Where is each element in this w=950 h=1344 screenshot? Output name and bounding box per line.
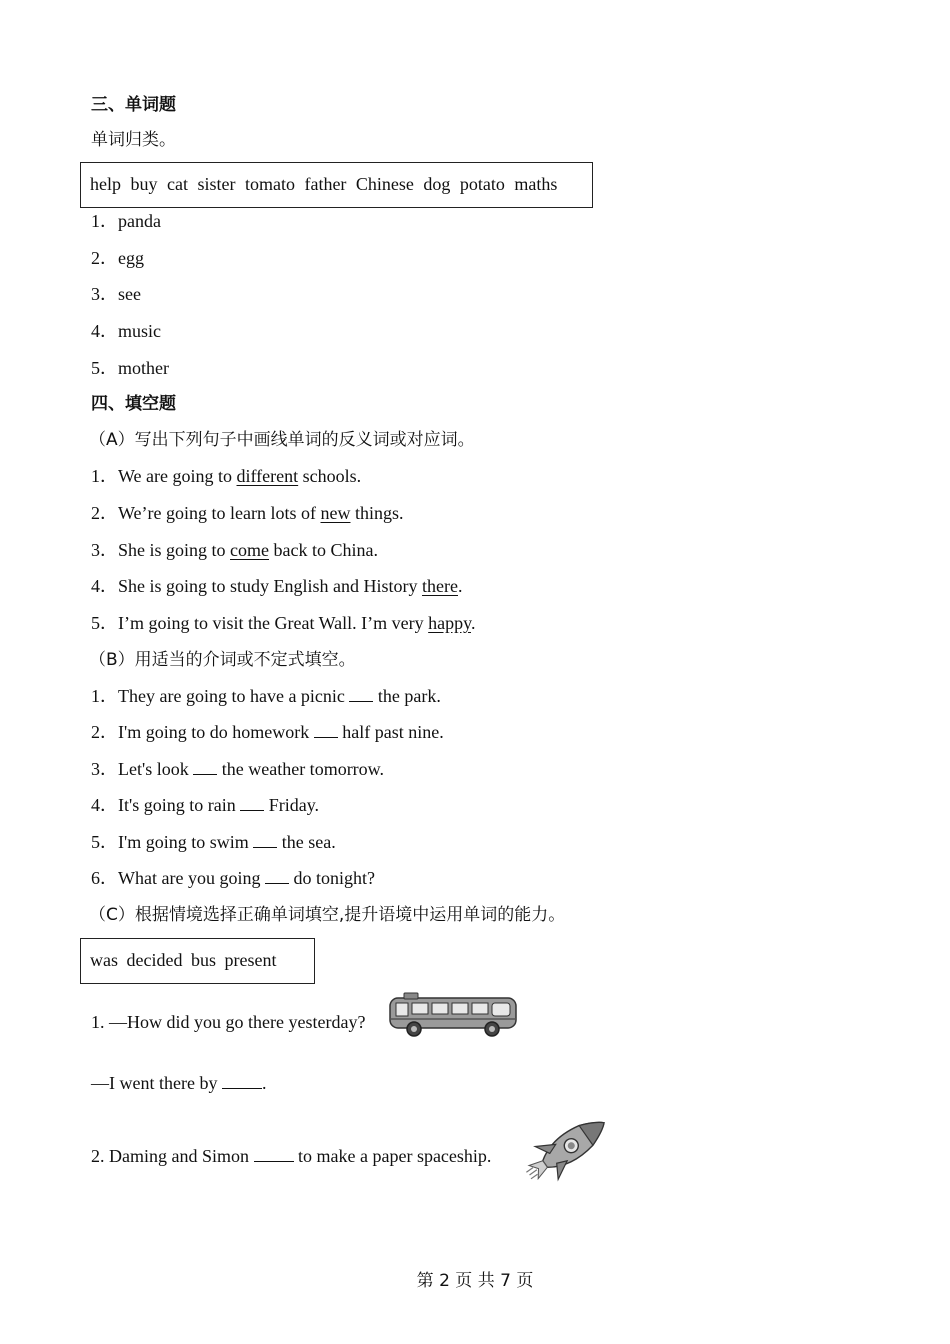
word-box-1: help buy cat sister tomato father Chinese dog potato maths — [80, 162, 593, 208]
part-a-item-5: 5．I’m going to visit the Great Wall. I’m very happy. — [91, 613, 476, 633]
part-c-answer-1: —I went there by . — [91, 1073, 267, 1093]
section-3-title: 三、单词题 — [91, 95, 176, 115]
part-a-item-4: 4．She is going to study English and History there. — [91, 576, 463, 596]
underlined-word: there — [422, 576, 458, 596]
part-b-item-6: 6．What are you going do tonight? — [91, 868, 375, 888]
page-footer: 第 2 页 共 7 页 — [416, 1271, 534, 1291]
part-b-item-4: 4．It's going to rain Friday. — [91, 795, 320, 815]
part-b-instruction: （B）用适当的介词或不定式填空。 — [89, 650, 356, 670]
part-b-item-5: 5．I'm going to swim the sea. — [91, 832, 336, 852]
part-a-instruction: （A）写出下列句子中画线单词的反义词或对应词。 — [89, 430, 475, 450]
list-item: 5．mother — [91, 358, 169, 378]
rocket-image — [520, 1114, 616, 1182]
answer-blank[interactable] — [314, 721, 338, 738]
answer-blank[interactable] — [222, 1072, 262, 1089]
underlined-word: come — [230, 540, 269, 560]
part-c-instruction: （C）根据情境选择正确单词填空,提升语境中运用单词的能力。 — [89, 905, 566, 925]
part-b-item-1: 1．They are going to have a picnic the park. — [91, 686, 441, 706]
answer-blank[interactable] — [349, 685, 373, 702]
list-item: 3．see — [91, 284, 141, 304]
answer-blank[interactable] — [253, 831, 277, 848]
underlined-word: different — [236, 466, 299, 486]
list-item: 1．panda — [91, 211, 161, 231]
answer-blank[interactable] — [193, 758, 217, 775]
section-3-instruction: 单词归类。 — [91, 130, 176, 150]
underlined-word: new — [320, 503, 351, 523]
answer-blank[interactable] — [254, 1145, 294, 1162]
part-c-question-1: 1. —How did you go there yesterday? — [91, 1012, 366, 1032]
bus-image — [386, 990, 520, 1040]
answer-blank[interactable] — [265, 867, 289, 884]
underlined-word: happy — [428, 613, 471, 633]
part-a-item-1: 1．We are going to different schools. — [91, 466, 362, 486]
answer-blank[interactable] — [240, 794, 264, 811]
part-a-item-3: 3．She is going to come back to China. — [91, 540, 378, 560]
list-item: 4．music — [91, 321, 161, 341]
part-c-question-2: 2. Daming and Simon to make a paper spaceship. — [91, 1146, 492, 1166]
list-item: 2．egg — [91, 248, 144, 268]
section-4-title: 四、填空题 — [91, 394, 176, 414]
part-b-item-3: 3．Let's look the weather tomorrow. — [91, 759, 385, 779]
word-box-2: was decided bus present — [80, 938, 315, 984]
part-a-item-2: 2．We’re going to learn lots of new things. — [91, 503, 404, 523]
part-b-item-2: 2．I'm going to do homework half past nine. — [91, 722, 444, 742]
